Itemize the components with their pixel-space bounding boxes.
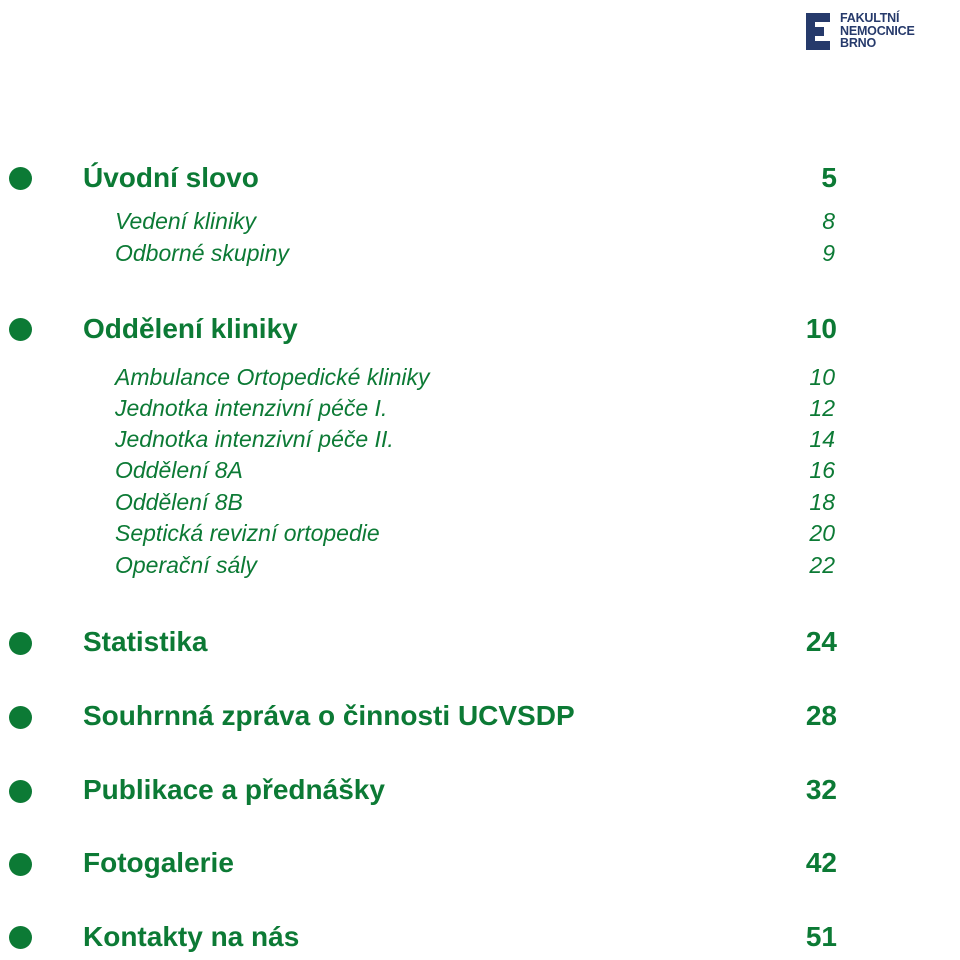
section-page-number: 32 [805, 774, 837, 805]
section-title[interactable]: Kontakty na nás [83, 921, 300, 952]
section-bullet-icon [9, 167, 32, 190]
section-page-number: 42 [805, 847, 837, 878]
logo-line-2: NEMOCNICE [840, 23, 915, 38]
section-title[interactable]: Fotogalerie [83, 847, 234, 878]
subsection-title[interactable]: Oddělení 8B [115, 489, 243, 515]
subsection-page-number: 9 [822, 240, 835, 266]
subsection-title[interactable]: Operační sály [115, 552, 257, 578]
subsection-page-number: 16 [809, 457, 835, 483]
subsection-page-number: 14 [809, 426, 835, 452]
section-title[interactable]: Publikace a přednášky [83, 774, 385, 805]
logo-line-1: FAKULTNÍ [840, 11, 900, 25]
section-bullet-icon [9, 780, 32, 803]
subsection-title[interactable]: Ambulance Ortopedické kliniky [115, 364, 430, 390]
section-page-number: 28 [805, 700, 837, 731]
subsection-page-number: 20 [809, 520, 835, 546]
section-page-number: 10 [805, 313, 837, 344]
subsection-page-number: 22 [809, 552, 835, 578]
section-bullet-icon [9, 853, 32, 876]
section-title[interactable]: Souhrnná zpráva o činnosti UCVSDP [83, 700, 575, 731]
section-page-number: 24 [805, 626, 837, 657]
logo-line-3: BRNO [840, 36, 877, 50]
subsection-title[interactable]: Odborné skupiny [115, 240, 289, 266]
subsection-page-number: 12 [809, 395, 835, 421]
subsection-title[interactable]: Vedení kliniky [115, 208, 257, 234]
subsection-title[interactable]: Oddělení 8A [115, 457, 243, 483]
subsection-title[interactable]: Septická revizní ortopedie [115, 520, 380, 546]
section-bullet-icon [9, 318, 32, 341]
section-title[interactable]: Oddělení kliniky [83, 313, 298, 344]
section-bullet-icon [9, 926, 32, 949]
subsection-page-number: 18 [809, 489, 835, 515]
section-title[interactable]: Statistika [83, 626, 208, 657]
subsection-page-number: 8 [822, 208, 835, 234]
section-page-number: 5 [821, 162, 837, 193]
section-bullet-icon [9, 632, 32, 655]
section-title[interactable]: Úvodní slovo [83, 162, 259, 193]
subsection-title[interactable]: Jednotka intenzivní péče II. [115, 426, 394, 452]
subsection-title[interactable]: Jednotka intenzivní péče I. [115, 395, 388, 421]
subsection-page-number: 10 [809, 364, 835, 390]
section-page-number: 51 [805, 921, 837, 952]
section-bullet-icon [9, 706, 32, 729]
